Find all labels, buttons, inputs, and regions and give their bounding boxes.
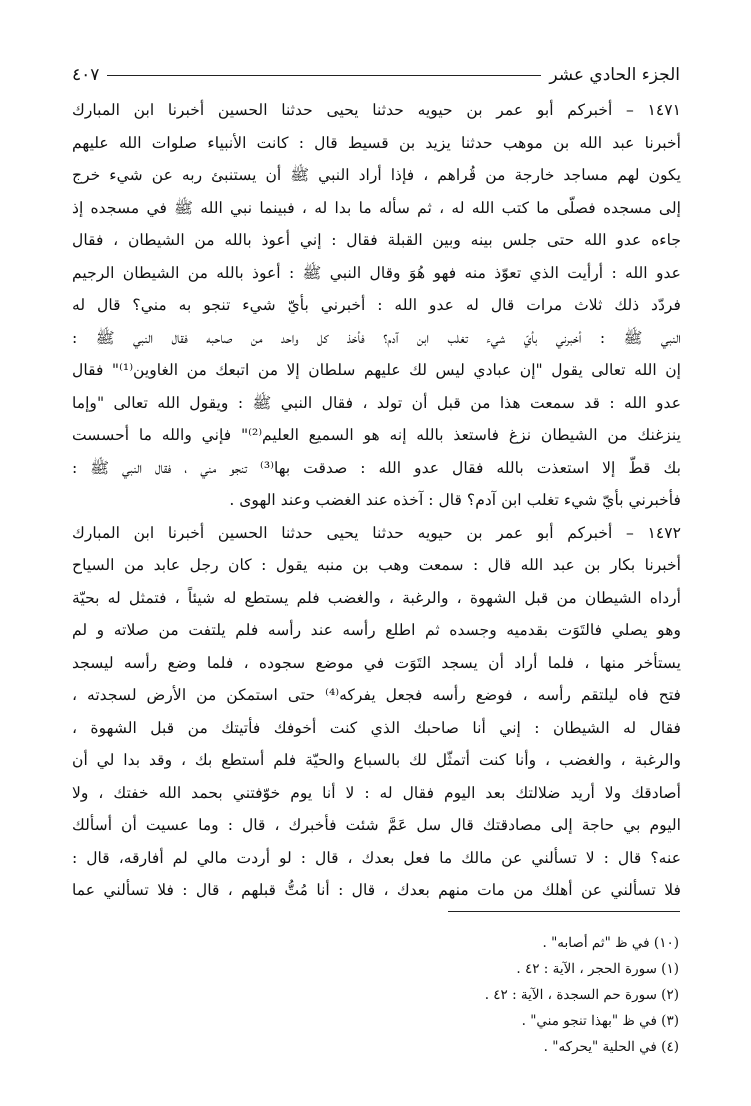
text-line: اليوم بي حاجة إلى مصادقتك قال سل عَمَّ شئت فأخبرك ، قال : وما عسيت أن أسألك xyxy=(72,816,681,834)
text-line: فأخبرني بأيّ شيء تغلب ابن آدم؟ قال : آخذه عند الغضب وعند الهوى . xyxy=(229,491,681,509)
text-line: يستأخر منها ، فلما أراد أن يسجد التَوَت في موضع سجوده ، فلما وضع رأسه ليسجد xyxy=(72,653,681,672)
text-line: فقال له الشيطان : إني أنا صاحبك الذي كنت أخوفك فأتيتك من قبل الشهوة ، xyxy=(72,718,681,737)
text-line: بك قطّ إلا استعذت بالله فقال عدو الله : صدقت بها⁽³⁾ تنجو مني ، فقال النبي ﷺ : xyxy=(72,458,681,477)
footnote: (١٠) في ظ "ثم أصابه" . xyxy=(542,935,679,951)
text-line: فلا تسألني عن أهلك من مات منهم بعدك ، قال : أنا مُتُّ قبلهم ، قال : فلا تسألني عما xyxy=(72,881,681,899)
text-line: إلى مسجده فصلّى ما كتب الله له ، ثم سأله ما بدا له ، فبينما نبي الله ﷺ في مسجده إذ xyxy=(72,198,681,217)
text-line: عنه؟ قال : لا تسألني عن مالك ما فعل بعدك ، قال : لو أردت مالي لم أفارقه، قال : xyxy=(72,848,681,867)
text-line: إن الله تعالى يقول "إن عبادي ليس لك عليهم سلطان إلا من اتبعك من الغاوين⁽¹⁾" فقال xyxy=(72,361,681,379)
footnote: (١) سورة الحجر ، الآية : ٤٢ . xyxy=(516,961,679,977)
footnote: (٣) في ظ "بهذا تنجو مني" . xyxy=(521,1013,679,1029)
text-line: وهو يصلي فالتَوَت بقدميه وجسده ثم اطلع رأسه عند رأسه فلم يلتفت من صلاته و لم xyxy=(72,621,681,639)
footnote: (٤) في الحلية "يحركه" . xyxy=(543,1039,679,1055)
text-line: يكون لهم مساجد خارجة من قُراهم ، فإذا أراد النبي ﷺ أن يستنبئ ربه عن شيء خرج xyxy=(72,166,681,184)
running-header xyxy=(72,62,680,88)
text-line: عدو الله : أرأيت الذي تعوّذ منه فهو هُوَ وقال النبي ﷺ : أعوذ بالله من الشيطان الرجيم xyxy=(72,263,681,282)
text-line: أصادقك ولا أريد ضلالتك بعد اليوم فقال له : لا أنا يوم خوّفتني بحمد الله خفتك ، ولا xyxy=(72,783,681,802)
text-line: جاءه عدو الله حتى جلس بينه وبين القبلة فقال : إني أعوذ بالله من الشيطان ، فقال xyxy=(72,231,681,249)
text-line: والرغبة ، والغضب ، وأنا كنت أتمثّل لك بالسباع والحيّة فلم أستطع بك ، وقد بدا لي أن xyxy=(72,751,681,769)
footnote-separator xyxy=(448,911,680,912)
text-line: ١٤٧١ – أخبركم أبو عمر بن حيويه حدثنا يحيى حدثنا الحسين أخبرنا ابن المبارك xyxy=(72,101,681,119)
text-line: فتح فاه ليلتقم رأسه ، فوضع رأسه فجعل يفركه⁽⁴⁾ حتى استمكن من الأرض لسجدته ، xyxy=(72,686,681,704)
page-number: ٤٠٧ xyxy=(72,65,100,85)
text-line: عدو الله : قد سمعت هذا من قبل أن تولد ، فقال النبي ﷺ : ويقول الله تعالى "وإما xyxy=(72,393,681,412)
header-rule xyxy=(107,75,541,76)
footnotes xyxy=(279,930,679,1060)
main-text xyxy=(72,94,681,907)
text-line: ١٤٧٢ – أخبركم أبو عمر بن حيويه حدثنا يحيى حدثنا الحسين أخبرنا ابن المبارك xyxy=(72,523,681,542)
text-line: ينزغنك من الشيطان نزغ فاستعذ بالله إنه هو السميع العليم⁽²⁾" فإني والله ما أحسست xyxy=(72,426,681,444)
text-line: أرداه الشيطان من قبل الشهوة ، والرغبة ، والغضب فلم يستطع له شيئاً ، فتمثل له بحيّة xyxy=(72,588,681,607)
text-line: فردّد ذلك ثلاث مرات قال له عدو الله : أخبرني بأيّ شيء تنجو به مني؟ قال له xyxy=(72,296,681,314)
text-line: أخبرنا بكار بن عبد الله قال : سمعت وهب بن منبه يقول : كان رجل عابد من السياح xyxy=(72,556,681,574)
volume-title: الجزء الحادي عشر xyxy=(549,65,680,85)
text-line: النبي ﷺ : أخبرني بأيّ شيء تغلب ابن آدم؟ فأخذ كل واحد من صاحبه فقال النبي ﷺ : xyxy=(72,328,681,347)
footnote: (٢) سورة حم السجدة ، الآية : ٤٢ . xyxy=(484,987,679,1003)
text-line: أخبرنا عبد الله بن موهب حدثنا يزيد بن قسيط قال : كانت الأنبياء صلوات الله عليهم xyxy=(72,133,681,152)
